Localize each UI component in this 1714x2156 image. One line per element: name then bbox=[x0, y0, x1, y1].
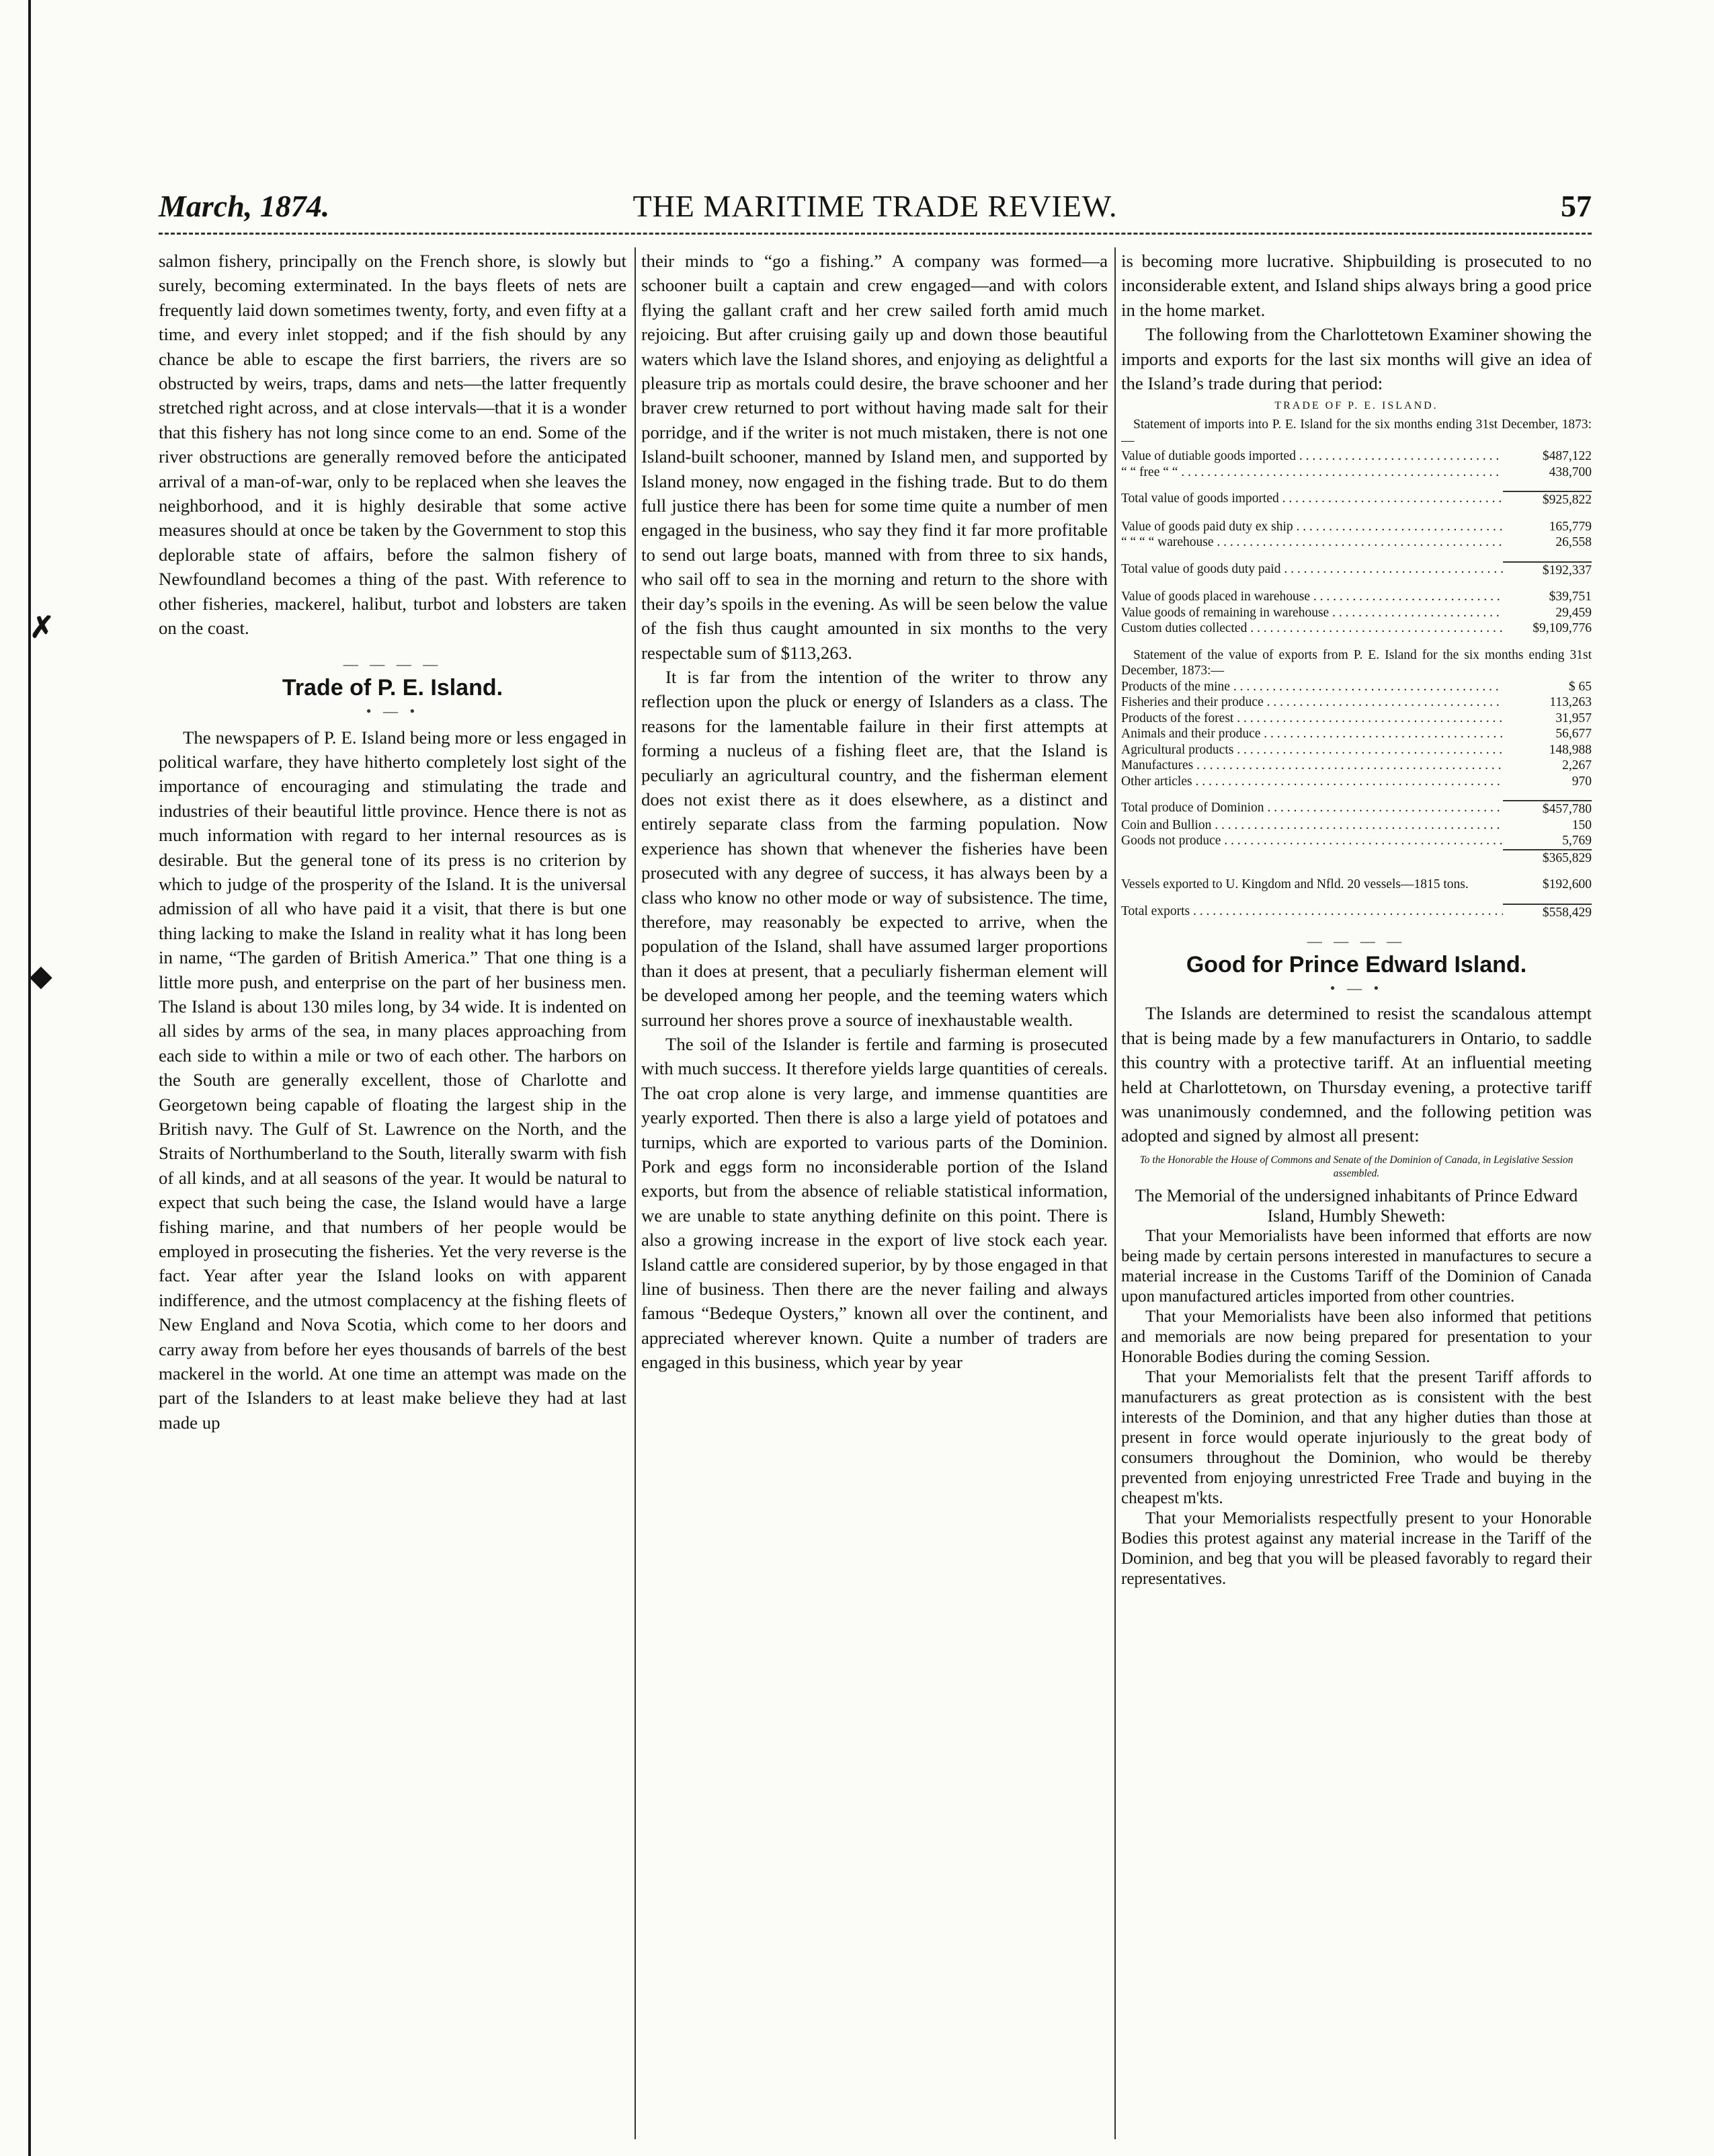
table-row: Value of goods paid duty ex ship . . . 165,779 bbox=[1121, 519, 1592, 535]
table-row: Value of dutiable goods imported . . . $487,122 bbox=[1121, 448, 1592, 465]
imports-description: Statement of imports into P. E. Island for the six months ending 31st December, 1873:— bbox=[1121, 417, 1592, 448]
issue-date: March, 1874. bbox=[159, 189, 330, 223]
memorial-paragraph: That your Memorialists respectfully present to your Honorable Bodies this protest against any material increase in the Tariff of the Dominion, and beg that you will be pleased favorably to regard their representatives. bbox=[1121, 1509, 1592, 1588]
trade-statistics-table bbox=[1121, 398, 1592, 920]
table-row: Custom duties collected . . . $9,109,776 bbox=[1121, 621, 1592, 637]
exports-description: Statement of the value of exports from P. E. Island for the six months ending 31st December, 1873:— bbox=[1121, 647, 1592, 678]
header-rule bbox=[159, 233, 1592, 235]
article-paragraph: The Islands are determined to resist the scandalous attempt that is being made by a few manufacturers in Ontario, to saddle this country with a protective tariff. At an influential meeting held at Charlottetown, on Thursday evening, a protective tariff was unanimously condemned, and the following petition was adopted and signed by almost all present: bbox=[1121, 1003, 1592, 1146]
article-paragraph: is becoming more lucrative. Shipbuilding is prosecuted to no inconsiderable extent, and Island ships always bring a good price in the home market. bbox=[1121, 251, 1592, 320]
petition-address: To the Honorable the House of Commons and Senate of the Dominion of Canada, in Legislative Session assembled. bbox=[1139, 1154, 1574, 1179]
table-title: TRADE OF P. E. ISLAND. bbox=[1274, 400, 1438, 412]
article-paragraph: The following from the Charlottetown Examiner showing the imports and exports for the last six months will give an idea of the Island’s trade during that period: bbox=[1121, 324, 1592, 394]
article-paragraph: The newspapers of P. E. Island being more or less engaged in political warfare, they have hitherto completely lost sight of the importance of encouraging and stimulating the trade and industries of their beautiful little province. Hence there is not as much information with regard to her internal resources as is desirable. But the general tone of its press is no criterion by which to judge of the prosperity of the Island. It is the universal admission of all who have paid it a visit, that there is but one thing lacking to make the Island in reality what it has long been in name, “The garden of British America.” That one thing is a little more push, and enterprise on the part of her business men. The Island is about 130 miles long, by 34 wide. It is indented on all sides by arms of the sea, in many places approaching from each side to within a mile or two of each other. The harbors on the South are generally excellent, those of Charlotte and Georgetown being capable of floating the largest ship in the British navy. The Gulf of St. Lawrence on the North, and the Straits of Northumberland to the South, literally swarm with fish of all kinds, and at all seasons of the year. It would be natural to expect that such being the case, the Island would have a large fishing marine, and that numbers of her people would be employed in prosecuting the fisheries. Yet the very reverse is the fact. Year after year the Island looks on with apparent indifference, and the utmost complacency at the fishing fleets of New England and Nova Scotia, which come to her doors and carry away from before her eyes thousands of barrels of the best mackerel in the world. At one time an attempt was made on the part of the Islanders to at least make believe they had at last made up bbox=[159, 727, 626, 1433]
journal-title: THE MARITIME TRADE REVIEW. bbox=[632, 189, 1118, 223]
table-row: Manufactures . . . 2,267 bbox=[1121, 758, 1592, 774]
column-2 bbox=[641, 249, 1108, 2138]
margin-mark: ✗ bbox=[30, 611, 54, 644]
table-row: “ “ free “ “ . . . 438,700 bbox=[1121, 465, 1592, 481]
column-divider bbox=[1114, 247, 1116, 2139]
margin-mark: ◆ bbox=[30, 959, 52, 992]
table-total-row: Total value of goods duty paid . . . $192,337 bbox=[1121, 561, 1592, 579]
table-total-row: Total produce of Dominion . . . $457,780 bbox=[1121, 800, 1592, 817]
memorial-paragraph: That your Memorialists have been also informed that petitions and memorials are now being prepared for presentation to your Honorable Bodies during the coming Session. bbox=[1121, 1307, 1592, 1366]
table-row: Other articles . . . 970 bbox=[1121, 774, 1592, 790]
page-header bbox=[159, 183, 1592, 230]
article-continuation: salmon fishery, principally on the French shore, is slowly but surely, becoming exterminated. In the bays fleets of nets are frequently laid down sometimes twenty, forty, and even fifty at a time, and every inlet stopped; and if the fish should by any chance be able to escape the first barriers, the rivers are so obstructed by weirs, traps, dams and nets—the latter frequently stretched right across, and at close intervals—that it is a wonder that this fishery has not long since come to an end. Some of the river obstructions are generally removed before the anticipated arrival of a man-of-war, only to be replaced when she leaves the neighborhood, and it is highly desirable that some active measures should at once be taken by the Government to stop this deplorable state of affairs, before the salmon fishery of Newfoundland becomes a thing of the past. With reference to other fisheries, mackerel, halibut, turbot and lobsters are taken on the coast. bbox=[159, 251, 626, 639]
memorial-heading: The Memorial of the undersigned inhabitants of Prince Edward Island, Humbly Sheweth: bbox=[1135, 1185, 1578, 1226]
table-row: Fisheries and their produce . . . 113,263 bbox=[1121, 694, 1592, 711]
memorial-paragraph: That your Memorialists have been informed that efforts are now being made by certain persons interested in manufactures to secure a material increase in the Customs Tariff of the Dominion of Canada upon manufactured articles imported from other countries. bbox=[1121, 1226, 1592, 1306]
table-row: Value of goods placed in warehouse . . . $39,751 bbox=[1121, 589, 1592, 605]
table-row: Goods not produce . . . 5,769 bbox=[1121, 833, 1592, 849]
memorial-paragraph: That your Memorialists felt that the present Tariff affords to manufacturers as great protection as is consistent with the best interests of the Dominion, and that any higher duties than those at present in force would operate injuriously to the great body of consumers throughout the Dominion, who would be thereby prevented from enjoying unrestricted Free Trade and buying in the cheapest m'kts. bbox=[1121, 1367, 1592, 1507]
column-3 bbox=[1121, 249, 1592, 2138]
table-row: Animals and their produce . . . 56,677 bbox=[1121, 726, 1592, 742]
table-row: “ “ “ “ warehouse . . . 26,558 bbox=[1121, 534, 1592, 551]
column-1 bbox=[159, 249, 626, 2138]
table-row: Products of the mine . . . $ 65 bbox=[1121, 679, 1592, 695]
table-total-row: Total exports . . . $558,429 bbox=[1121, 904, 1592, 921]
ornament-rule: — — — — bbox=[1307, 932, 1406, 950]
article-paragraph: their minds to “go a fishing.” A company was formed—a schooner built a captain and crew engaged—and with colors flying the gallant craft and her crew sailed forth amid much rejoicing. But after cruising gaily up and down those beautiful waters which lave the Island shores, and enjoying as delightful a pleasure trip as mortals could desire, the brave schooner and her braver crew returned to port without having made salt for their porridge, and if the writer is not much mistaken, there is not one Island-built schooner, manned by Island men, and supported by Island money, now engaged in the fishing trade. But to do them full justice there has been for some time quite a number of men engaged in the business, who say they find it far more profitable to send out large boats, manned with from three to six hands, who sail off to sea in the morning and return to the shore with their day’s spoils in the evening. As will be seen below the value of the fish thus caught amounted in six months to the very respectable sum of $113,263. bbox=[641, 251, 1108, 663]
table-row: Coin and Bullion . . . 150 bbox=[1121, 817, 1592, 834]
ornament-rule: • — • bbox=[1330, 980, 1383, 997]
ornament-rule: • — • bbox=[366, 702, 419, 719]
table-row: Products of the forest . . . 31,957 bbox=[1121, 711, 1592, 727]
table-total-row: Total value of goods imported . . . $925,822 bbox=[1121, 491, 1592, 508]
column-divider bbox=[635, 247, 636, 2139]
binding-edge-rule bbox=[28, 0, 31, 2156]
article-paragraph: The soil of the Islander is fertile and farming is prosecuted with much success. It therefore yields large quantities of cereals. The oat crop alone is very large, and immense quantities are yearly exported. Then there is also a large yield of potatoes and turnips, which are exported to various parts of the Dominion. Pork and eggs form no inconsiderable portion of the Island exports, but from the absence of reliable statistical information, we are unable to state anything definite on this point. There is also a growing increase in the export of live stock each year. Island cattle are considered superior, by by those engaged in that line of business. Then there are the never failing and always famous “Bedeque Oysters,” known all over the continent, and appreciated wherever known. Quite a number of traders are engaged in this business, which year by year bbox=[641, 1034, 1108, 1373]
page-number: 57 bbox=[1561, 189, 1592, 223]
article-paragraph: It is far from the intention of the writer to throw any reflection upon the pluck or energy of Islanders as a class. The reasons for the lamentable failure in their first attempts at forming a nucleus of a fishing fleet are, that the Island is peculiarly an agricultural country, and the fisherman element does not exist there as it does elsewhere, as a distinct and entirely separate class from the farming population. Now experience has shown that whenever the fisheries have been prosecuted with any degree of success, it has always been by a class who know no other mode or way of subsistence. The time, therefore, may reasonably be expected to arrive, when the population of the Island, shall have assumed larger proportions than it does at present, that a peculiarly fisherman element will be developed among her people, and the teeming waters which surround her shores prove a source of inexhaustable wealth. bbox=[641, 666, 1108, 1030]
section-heading: Trade of P. E. Island. bbox=[282, 674, 503, 701]
table-subtotal-row: $365,829 bbox=[1121, 849, 1592, 867]
ornament-rule: — — — — bbox=[343, 655, 442, 672]
section-heading: Good for Prince Edward Island. bbox=[1186, 952, 1527, 978]
table-row: Agricultural products . . . 148,988 bbox=[1121, 742, 1592, 758]
vessels-row: Vessels exported to U. Kingdom and Nfld. 20 vessels—1815 tons. $192,600 bbox=[1121, 877, 1592, 892]
table-row: Value goods of remaining in warehouse . . . 29,459 bbox=[1121, 605, 1592, 621]
